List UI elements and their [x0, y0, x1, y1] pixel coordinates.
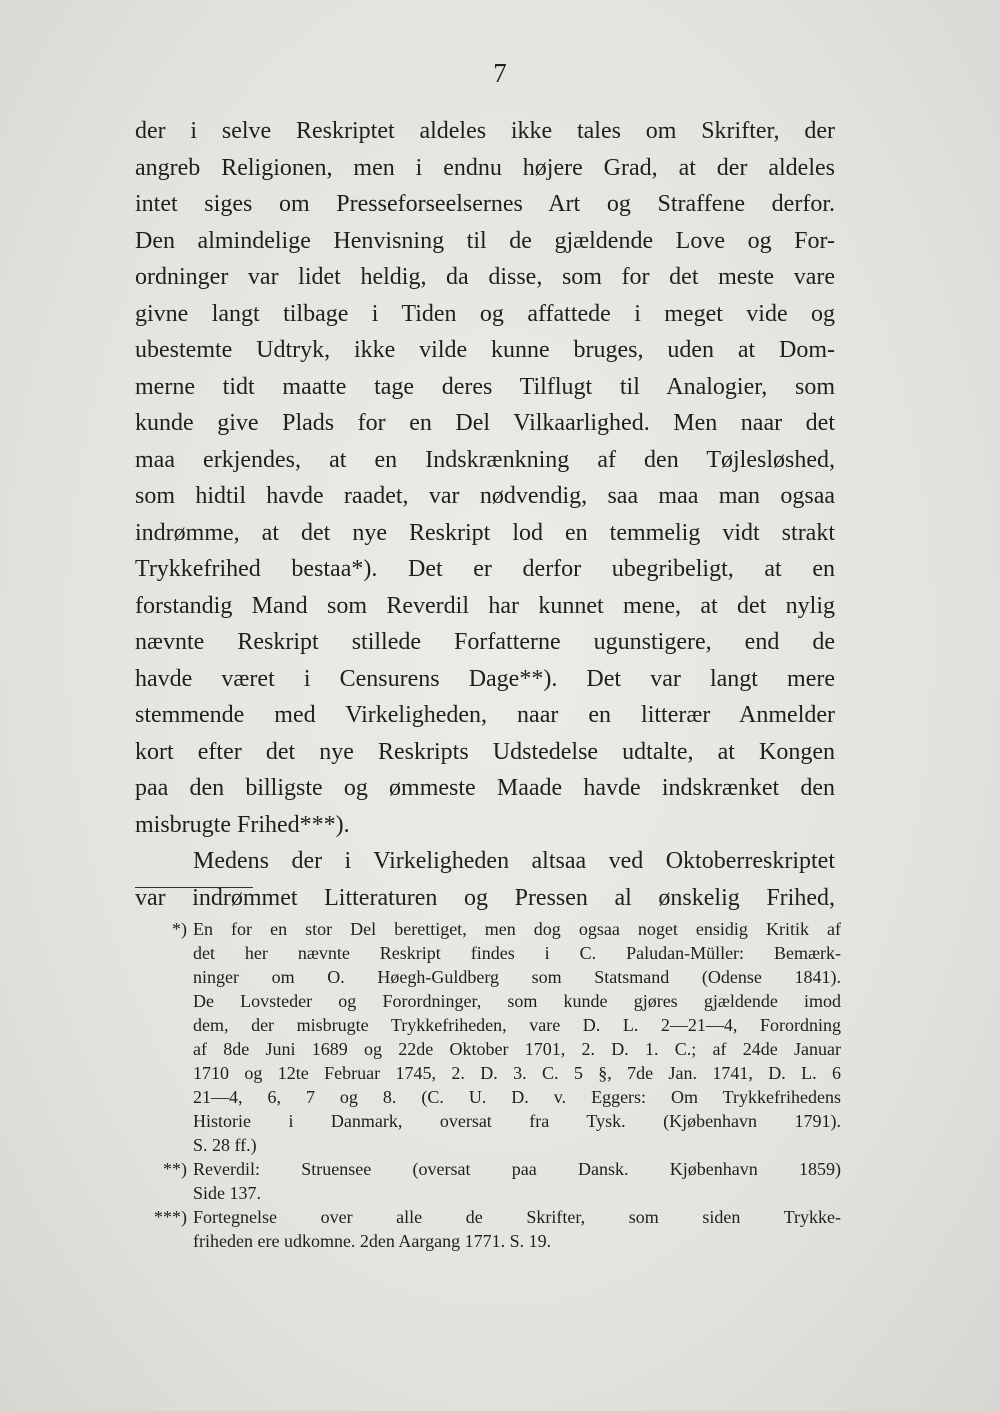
body-line: havde været i Censurens Dage**). Det var langt mere: [135, 665, 835, 692]
footnotes: [131, 917, 841, 1253]
body-text: [135, 113, 835, 916]
footnote-separator: [135, 887, 253, 888]
footnote-line: Historie i Danmark, oversat fra Tysk. (Kjøbenhavn 1791).: [193, 1111, 841, 1131]
body-line: merne tidt maatte tage deres Tilflugt til Analogier, som: [135, 373, 835, 400]
body-line: kunde give Plads for en Del Vilkaarlighed. Men naar det: [135, 410, 835, 436]
footnote-line: Fortegnelse over alle de Skrifter, som siden Trykke-: [193, 1207, 841, 1227]
footnote-line: friheden ere udkomne. 2den Aargang 1771. S. 19.: [193, 1231, 552, 1251]
footnote-line: af 8de Juni 1689 og 22de Oktober 1701, 2. D. 1. C.; af 24de Januar: [193, 1039, 841, 1059]
body-line: Medens der i Virkeligheden altsaa ved Oktoberreskriptet: [193, 848, 835, 874]
body-line: paa den billigste og ømmeste Maade havde indskrænket den: [135, 775, 835, 801]
body-line: nævnte Reskript stillede Forfatterne ugunstigere, end de: [135, 629, 835, 655]
body-line: intet siges om Presseforseelsernes Art og Straffene derfor.: [135, 191, 835, 217]
footnote-line: S. 28 ff.): [193, 1135, 257, 1155]
body-line: Trykkefrihed bestaa*). Det er derfor ubegribeligt, at en: [135, 556, 835, 582]
body-line: givne langt tilbage i Tiden og affattede i meget vide og: [135, 300, 835, 327]
page-number: 7: [493, 58, 507, 88]
footnote-marker: ***): [154, 1207, 187, 1227]
footnote-line: Reverdil: Struensee (oversat paa Dansk. Kjøbenhavn 1859): [193, 1159, 841, 1179]
footnote: [131, 917, 841, 1157]
footnote: [131, 1205, 841, 1253]
body-line: maa erkjendes, at en Indskrænkning af den Tøjlesløshed,: [135, 446, 835, 473]
footnote-line: De Lovsteder og Forordninger, som kunde gjøres gjældende imod: [193, 991, 841, 1011]
body-line: angreb Religionen, men i endnu højere Grad, at der aldeles: [135, 154, 835, 181]
footnote-line: dem, der misbrugte Trykkefriheden, vare D. L. 2—21—4, Forordning: [193, 1015, 841, 1035]
body-line: Den almindelige Henvisning til de gjældende Love og For-: [135, 227, 835, 254]
body-line: ordninger var lidet heldig, da disse, som for det meste vare: [135, 264, 835, 290]
body-line: som hidtil havde raadet, var nødvendig, saa maa man ogsaa: [135, 483, 835, 509]
body-line: kort efter det nye Reskripts Udstedelse udtalte, at Kongen: [135, 738, 835, 765]
footnote-line: En for en stor Del berettiget, men dog ogsaa noget ensidig Kritik af: [193, 919, 841, 939]
body-line: indrømme, at det nye Reskript lod en temmelig vidt strakt: [135, 519, 835, 546]
footnote-marker: *): [172, 919, 187, 939]
footnote-line: 1710 og 12te Februar 1745, 2. D. 3. C. 5 §, 7de Jan. 1741, D. L. 6: [193, 1063, 841, 1083]
footnote: [131, 1157, 841, 1205]
body-line: ubestemte Udtryk, ikke vilde kunne bruges, uden at Dom-: [135, 337, 835, 363]
body-line: forstandig Mand som Reverdil har kunnet mene, at det nylig: [135, 592, 835, 619]
body-line: misbrugte Frihed***).: [135, 811, 350, 838]
footnote-marker: **): [163, 1159, 187, 1179]
body-line: var indrømmet Litteraturen og Pressen al ønskelig Frihed,: [135, 884, 835, 911]
footnote-line: ninger om O. Høegh-Guldberg som Statsmand (Odense 1841).: [193, 967, 841, 987]
footnote-line: 21—4, 6, 7 og 8. (C. U. D. v. Eggers: Om Trykkefrihedens: [193, 1087, 841, 1107]
body-line: stemmende med Virkeligheden, naar en litterær Anmelder: [135, 702, 835, 728]
footnote-line: Side 137.: [193, 1183, 262, 1203]
body-line: der i selve Reskriptet aldeles ikke tales om Skrifter, der: [135, 118, 835, 144]
footnote-line: det her nævnte Reskript findes i C. Paludan-Müller: Bemærk-: [193, 943, 841, 963]
